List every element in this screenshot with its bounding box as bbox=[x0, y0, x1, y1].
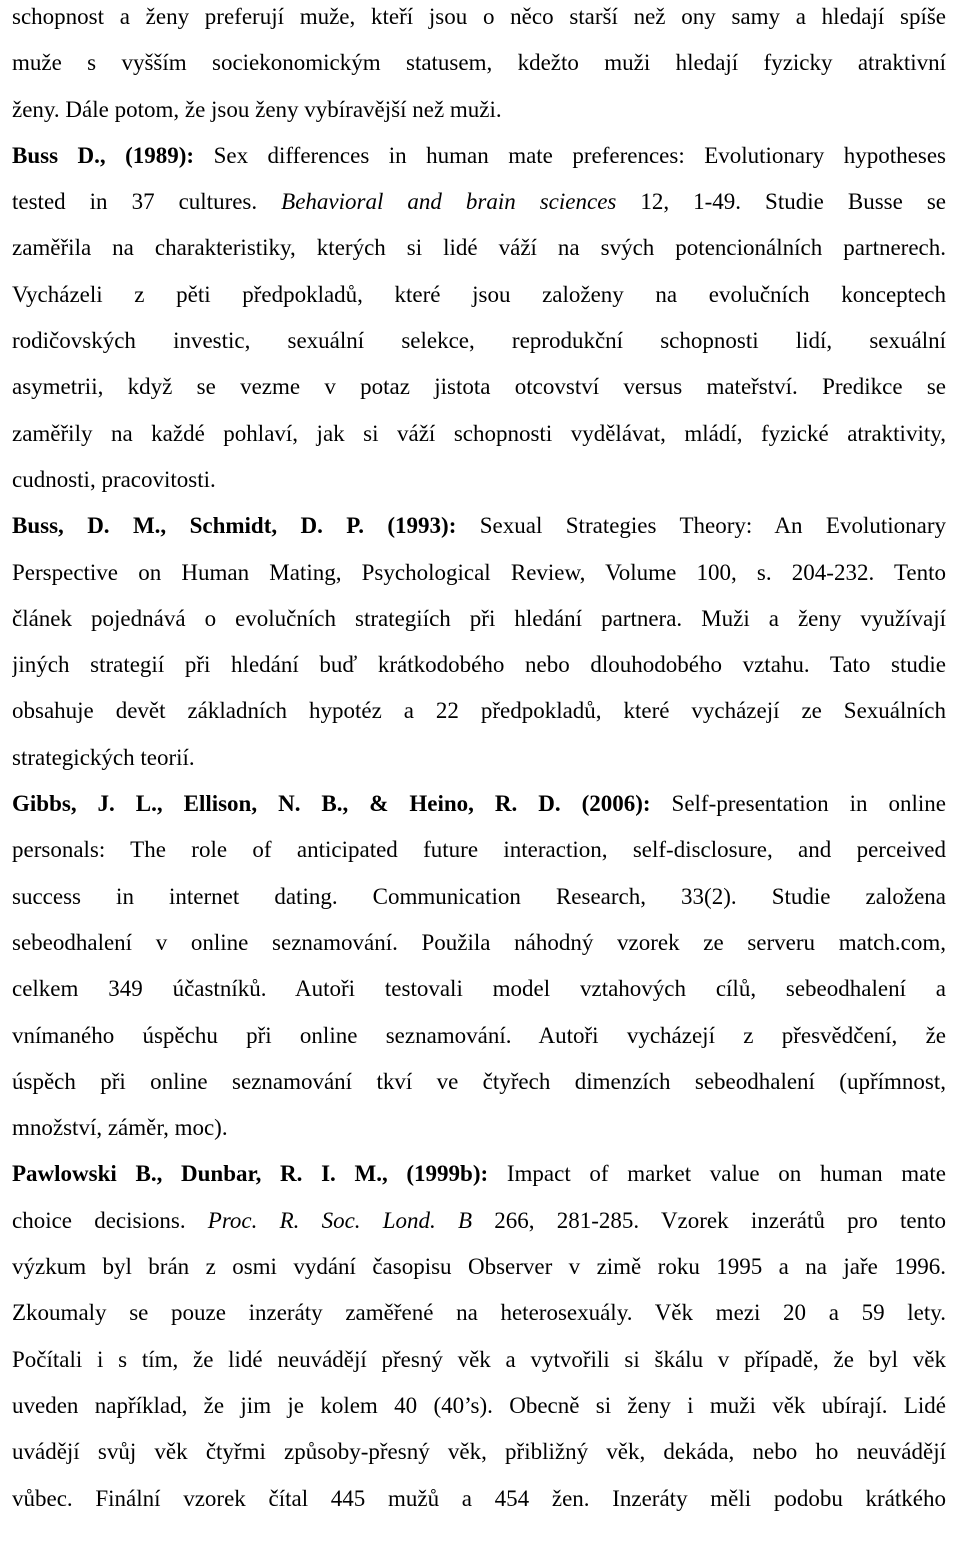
text-line bbox=[12, 688, 946, 734]
text-line bbox=[12, 1013, 946, 1059]
text-run: vůbec. Finální vzorek čítal 445 mužů a 454 žen. Inzeráty měli podobu krátkého bbox=[12, 1485, 946, 1511]
reference-entry bbox=[12, 1151, 946, 1521]
text-run: výzkum byl brán z osmi vydání časopisu Observer v zimě roku 1995 a na jaře 1996. bbox=[12, 1254, 946, 1280]
text-run: Sex differences in human mate preferences: Evolutionary hypotheses bbox=[213, 142, 946, 168]
text-run: úspěch při online seznamování tkví ve čtyřech dimenzích sebeodhalení (upřímnost, bbox=[12, 1068, 946, 1094]
text-line bbox=[12, 1290, 946, 1336]
journal-title: Behavioral and brain sciences bbox=[281, 189, 617, 215]
text-run: Perspective on Human Mating, Psychological Review, Volume 100, s. 204-232. Tento bbox=[12, 559, 946, 585]
text-line bbox=[12, 503, 946, 549]
text-run: success in internet dating. Communication Research, 33(2). Studie založena bbox=[12, 883, 946, 909]
text-run: množství, záměr, moc). bbox=[12, 1115, 228, 1141]
text-line bbox=[12, 318, 946, 364]
text-line bbox=[12, 966, 946, 1012]
text-run: rodičovských investic, sexuální selekce, reprodukční schopnosti lidí, sexuální bbox=[12, 328, 946, 354]
text-line bbox=[12, 1429, 946, 1475]
text-line bbox=[12, 1151, 946, 1197]
text-line bbox=[12, 1059, 946, 1105]
text-line bbox=[12, 0, 946, 40]
text-line bbox=[12, 735, 946, 781]
paragraph-continuation bbox=[12, 0, 946, 133]
text-run: článek pojednává o evolučních strategiích při hledání partnera. Muži a ženy využívají bbox=[12, 605, 946, 631]
citation-authors: Gibbs, J. L., Ellison, N. B., & Heino, R. D. (2006): bbox=[12, 791, 651, 817]
text-run: ženy. Dále potom, že jsou ženy vybíravější než muži. bbox=[12, 96, 502, 122]
text-line bbox=[12, 272, 946, 318]
text-run: obsahuje devět základních hypotéz a 22 předpokladů, které vycházejí ze Sexuálních bbox=[12, 698, 946, 724]
text-line bbox=[12, 411, 946, 457]
journal-title: Proc. R. Soc. Lond. B bbox=[207, 1207, 473, 1233]
text-run: Impact of market value on human mate bbox=[488, 1161, 946, 1187]
reference-entry bbox=[12, 133, 946, 503]
text-run: cudnosti, pracovitosti. bbox=[12, 466, 216, 492]
reference-entry bbox=[12, 781, 946, 1151]
text-line bbox=[12, 1244, 946, 1290]
citation-authors: , (1989): bbox=[99, 142, 214, 168]
text-run: sebeodhalení v online seznamování. Použila náhodný vzorek ze serveru match.com, bbox=[12, 929, 946, 955]
text-run: uvádějí svůj věk čtyřmi způsoby-přesný věk, přibližný věk, dekáda, nebo ho neuvádějí bbox=[12, 1439, 946, 1465]
text-run: Zkoumaly se pouze inzeráty zaměřené na heterosexuály. Věk mezi 20 a 59 lety. bbox=[12, 1300, 946, 1326]
text-line bbox=[12, 40, 946, 86]
text-line bbox=[12, 920, 946, 966]
text-run: personals: The role of anticipated future interaction, self-disclosure, and perceived bbox=[12, 837, 946, 863]
text-run: zaměřily na každé pohlaví, jak si váží schopnosti vydělávat, mládí, fyzické atraktivity, bbox=[12, 420, 946, 446]
text-run: Vycházeli z pěti předpokladů, které jsou založeny na evolučních konceptech bbox=[12, 281, 946, 307]
text-line bbox=[12, 550, 946, 596]
text-run: choice decisions. bbox=[12, 1207, 208, 1233]
text-line bbox=[12, 874, 946, 920]
text-run: Sexual Strategies Theory: An Evolutionary bbox=[456, 513, 946, 539]
citation-authors: Pawlowski B., Dunbar, R. I. M., (1999b): bbox=[12, 1161, 489, 1187]
text-run: 12, 1-49. Studie Busse se bbox=[616, 189, 946, 215]
text-line bbox=[12, 781, 946, 827]
text-line bbox=[12, 1383, 946, 1429]
text-line bbox=[12, 642, 946, 688]
text-line bbox=[12, 827, 946, 873]
text-line bbox=[12, 133, 946, 179]
text-line bbox=[12, 1198, 946, 1244]
text-run: uveden například, že jim je kolem 40 (40’s). Obecně si ženy i muži věk ubírají. Lidé bbox=[12, 1392, 946, 1418]
text-line bbox=[12, 1337, 946, 1383]
text-run: jiných strategií při hledání buď krátkodobého nebo dlouhodobého vztahu. Tato studie bbox=[12, 652, 946, 678]
text-run: zaměřila na charakteristiky, kterých si lidé váží na svých potencionálních partnerech. bbox=[12, 235, 946, 261]
text-line bbox=[12, 364, 946, 410]
citation-authors: Buss D. bbox=[12, 142, 100, 168]
text-line bbox=[12, 596, 946, 642]
text-line bbox=[12, 457, 946, 503]
text-run: tested in 37 cultures. bbox=[12, 189, 282, 215]
text-run: schopnost a ženy preferují muže, kteří jsou o něco starší než ony samy a hledají spíše bbox=[12, 4, 946, 29]
text-line bbox=[12, 1476, 946, 1522]
reference-entry bbox=[12, 503, 946, 781]
citation-authors: Buss, D. M., Schmidt, D. P. (1993): bbox=[12, 513, 457, 539]
text-run: 266, 281-285. Vzorek inzerátů pro tento bbox=[472, 1207, 946, 1233]
text-line bbox=[12, 179, 946, 225]
text-run: vnímaného úspěchu při online seznamování. Autoři vycházejí z přesvědčení, že bbox=[12, 1022, 946, 1048]
text-line bbox=[12, 225, 946, 271]
text-line bbox=[12, 1105, 946, 1151]
text-run: Počítali i s tím, že lidé neuvádějí přesný věk a vytvořili si škálu v případě, že byl věk bbox=[12, 1346, 946, 1372]
text-run: strategických teorií. bbox=[12, 744, 195, 770]
text-run: Self-presentation in online bbox=[650, 791, 946, 817]
text-run: asymetrii, když se vezme v potaz jistota otcovství versus mateřství. Predikce se bbox=[12, 374, 946, 400]
text-run: muže s vyšším sociekonomickým statusem, kdežto muži hledají fyzicky atraktivní bbox=[12, 50, 946, 76]
text-line bbox=[12, 87, 946, 133]
text-run: celkem 349 účastníků. Autoři testovali model vztahových cílů, sebeodhalení a bbox=[12, 976, 946, 1002]
